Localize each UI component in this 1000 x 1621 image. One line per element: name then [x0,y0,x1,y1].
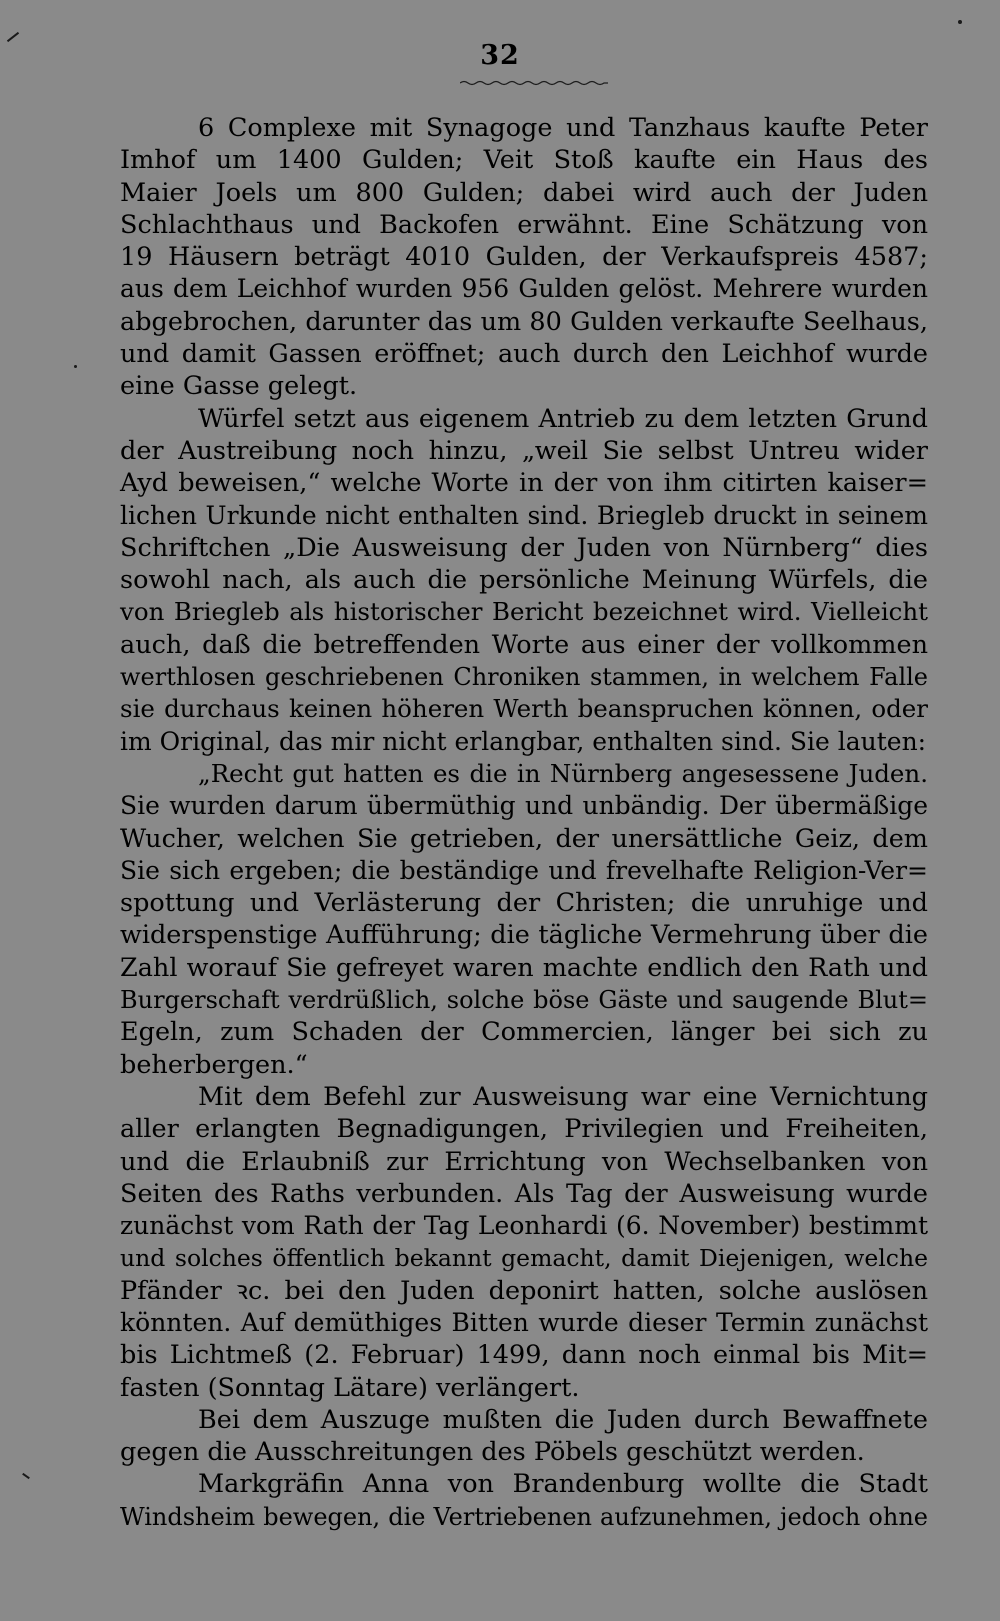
corner-mark [958,20,962,24]
text-line: im Original, das mir nicht erlangbar, enthalten sind. Sie lauten: [120,726,927,756]
text-line: sowohl nach, als auch die persönliche Meinung Würfels, die [120,565,928,596]
text-line: auch, daß die betreffenden Worte aus einer der vollkommen [120,629,928,660]
text-line: Seiten des Raths verbunden. Als Tag der Ausweisung wurde [120,1178,928,1209]
text-line: lichen Urkunde nicht enthalten sind. Briegleb druckt in seinem [120,500,928,530]
text-line: widerspenstige Aufführung; die tägliche Vermehrung über die [120,920,928,951]
text-line: Egeln, zum Schaden der Commercien, länger bei sich zu [120,1017,928,1048]
text-line: werthlosen geschriebenen Chroniken stammen, in welchem Falle [120,663,928,692]
text-line: 19 Häusern beträgt 4010 Gulden, der Verkaufspreis 4587; [120,242,928,273]
text-line: der Austreibung noch hinzu, „weil Sie selbst Untreu wider [120,435,928,466]
text-line: Maier Joels um 800 Gulden; dabei wird auch der Juden [120,177,928,208]
text-line: zunächst vom Rath der Tag Leonhardi (6. November) bestimmt [120,1211,928,1241]
text-line: Windsheim bewegen, die Vertriebenen aufzunehmen, jedoch ohne [120,1502,928,1531]
text-line: spottung und Verlästerung der Christen; die unruhige und [120,888,928,919]
text-line: Markgräfin Anna von Brandenburg wollte die Stadt [198,1469,928,1500]
text-line: aller erlangten Begnadigungen, Privilegien und Freiheiten, [120,1114,928,1145]
text-line: Schriftchen „Die Ausweisung der Juden von Nürnberg“ dies [120,532,928,563]
text-line: Sie wurden darum übermüthig und unbändig. Der übermäßige [120,791,928,821]
text-line: Pfänder ꝛc. bei den Juden deponirt hatten, solche auslösen [120,1275,928,1306]
page-number: 32 [480,40,520,71]
text-line: Burgerschaft verdrüßlich, solche böse Gäste und saugende Blut= [120,986,928,1015]
text-line: gegen die Ausschreitungen des Pöbels geschützt werden. [120,1437,865,1468]
body-text [120,112,928,1533]
text-line: Schlachthaus und Backofen erwähnt. Eine Schätzung von [120,209,928,240]
text-line: Ayd beweisen,“ welche Worte in der von ihm citirten kaiser= [120,468,928,499]
text-line: fasten (Sonntag Lätare) verlängert. [120,1372,580,1403]
text-line: und damit Gassen eröffnet; auch durch den Leichhof wurde [120,339,928,370]
header-ornament-rule [460,80,608,86]
text-line: eine Gasse gelegt. [120,371,358,402]
text-line: und solches öffentlich bekannt gemacht, damit Diejenigen, welche [120,1244,928,1273]
text-line: Bei dem Auszuge mußten die Juden durch Bewaffnete [198,1404,928,1435]
text-line: aus dem Leichhof wurden 956 Gulden gelöst. Mehrere wurden [120,274,928,304]
margin-speck [22,1473,30,1479]
text-line: sie durchaus keinen höheren Werth beanspruchen können, oder [120,694,928,724]
text-line: beherbergen.“ [120,1049,308,1080]
text-line: von Briegleb als historischer Bericht bezeichnet wird. Vielleicht [120,597,928,627]
text-line: 6 Complexe mit Synagoge und Tanzhaus kaufte Peter [198,113,928,143]
text-line: bis Lichtmeß (2. Februar) 1499, dann noch einmal bis Mit= [120,1340,928,1371]
text-line: und die Erlaubniß zur Errichtung von Wechselbanken von [120,1146,928,1177]
text-line: Wucher, welchen Sie getrieben, der unersättliche Geiz, dem [120,823,928,854]
text-line: Imhof um 1400 Gulden; Veit Stoß kaufte ein Haus des [120,145,928,176]
text-line: abgebrochen, darunter das um 80 Gulden verkaufte Seelhaus, [120,306,928,337]
text-line: „Recht gut hatten es die in Nürnberg angesessene Juden. [198,758,928,788]
text-line: Mit dem Befehl zur Ausweisung war eine Vernichtung [198,1081,928,1112]
text-line: Würfel setzt aus eigenem Antrieb zu dem letzten Grund [198,403,928,434]
text-line: Zahl worauf Sie gefreyet waren machte endlich den Rath und [120,952,928,983]
text-line: könnten. Auf demüthiges Bitten wurde dieser Termin zunächst [120,1307,928,1337]
margin-speck [74,365,77,368]
text-line: Sie sich ergeben; die beständige und frevelhafte Religion-Ver= [120,855,928,885]
